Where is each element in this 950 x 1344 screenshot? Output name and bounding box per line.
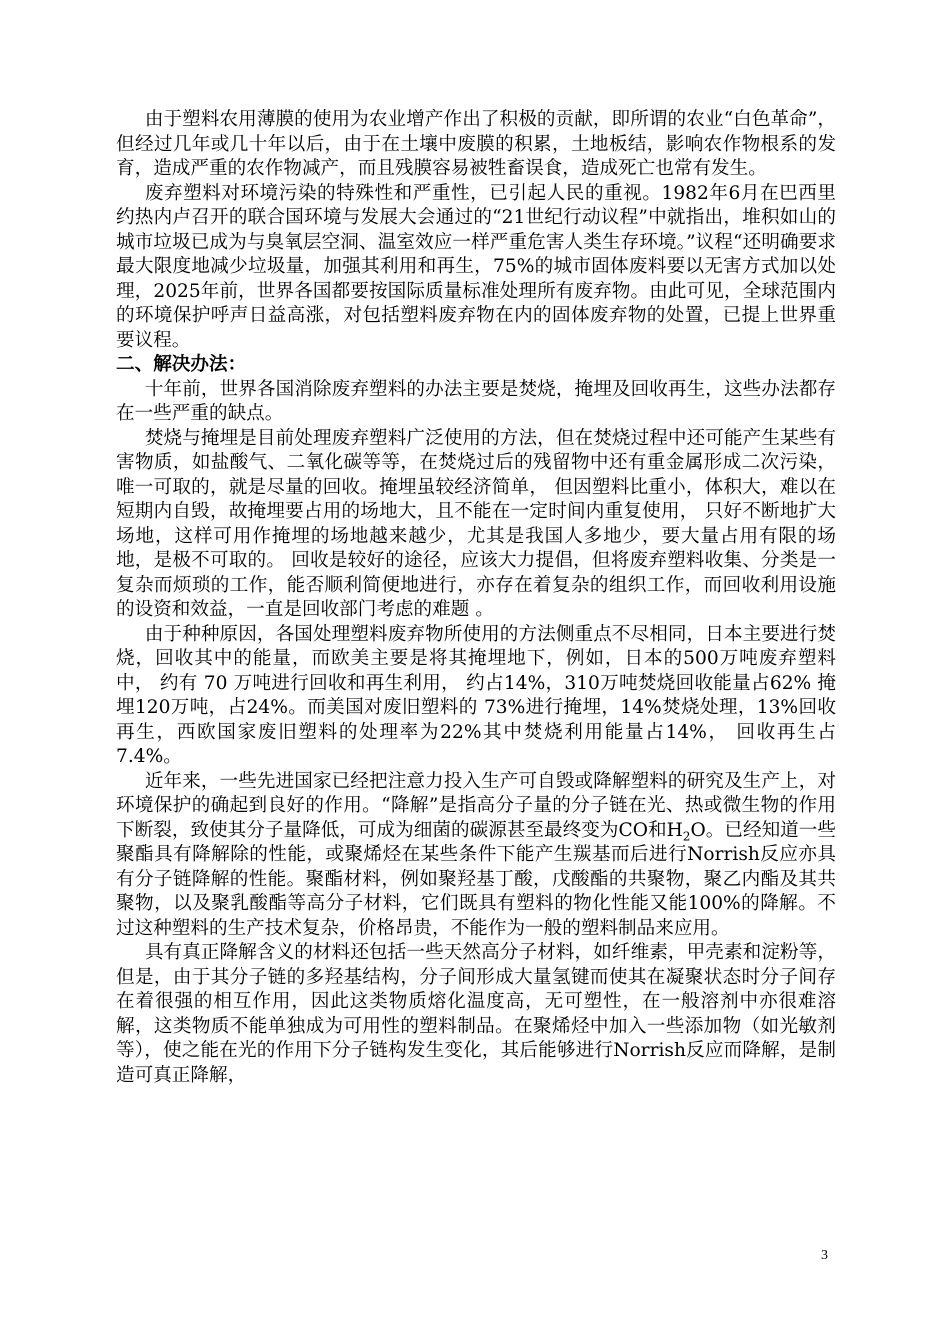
paragraph-plastic-film: 由于塑料农用薄膜的使用为农业增产作出了积极的贡献，即所谓的农业“白色革命”，但经过几年或几十年以后，由于在土壤中废膜的积累，土地板结，影响农作物根系的发育，造成严重的农作物减产，而且残膜容易被牲畜误食，造成死亡也常有发生。 xyxy=(116,109,836,179)
subscript-2: 2 xyxy=(682,829,691,844)
paragraph-incineration-landfill: 焚烧与掩埋是目前处理废弃塑料广泛使用的方法，但在焚烧过程中还可能产生某些有害物质，如盐酸气、二氧化碳等等，在焚烧过后的残留物中还有重金属形成二次污染，唯一可取的，就是尽量的回收。掩埋虽较经济简单， 但因塑料比重小，体积大，难以在短期内自毁，故掩埋要占用的场地大，且不能在一定时间内重复使用， 只好不断地扩大场地，这样可用作掩埋的场地越来越少，尤其是我国人多地少，要大量占用有限的场地，是极不可取的。 回收是较好的途径，应该大力提倡，但将废弃塑料收集、分类是一复杂而烦琐的工作，能否顺利简便地进行，亦存在着复杂的组织工作，而回收利用设施的设资和效益，一直是回收部门考虑的难题 。 xyxy=(116,427,836,620)
section-heading-solutions: 二、解决办法： xyxy=(116,354,247,375)
paragraph-environmental-pollution: 废弃塑料对环境污染的特殊性和严重性，已引起人民的重视。1982年6月在巴西里约热内卢召开的联合国环境与发展大会通过的“21世纪行动议程”中就指出，堆积如山的城市垃圾已成为与臭氧层空洞、温室效应一样严重危害人类生存环境。”议程“还明确要求最大限度地减少垃圾量，加强其利用和再生，75%的城市固体废料要以无害方式加以处理，2025年前，世界各国都要按国际质量标准处理所有废弃物。由此可见，全球范围内的环境保护呼声日益高涨，对包括塑料废弃物在内的固体废弃物的处置，已提上世界重要议程。 xyxy=(116,182,836,351)
degradation-text-part2: O。已经知道一些聚酯具有降解除的性能，或聚烯烃在某些条件下能产生羰基而后进行Norrish反应亦具有分子链降解的性能。聚酯材料，例如聚羟基丁酸，戊酸酯的共聚物，聚乙内酯及其共聚物，以及聚乳酸酯等高分子材料，它们既具有塑料的物化性能又能100%的降解。不过这种塑料的生产技术复杂，价格昂贵，不能作为一般的塑料制品来应用。 xyxy=(116,819,837,939)
page-number: 3 xyxy=(821,1248,828,1263)
paragraph-degradation xyxy=(116,770,836,942)
degradation-text-part1: 近年来，一些先进国家已经把注意力投入生产可自毁或降解塑料的研究及生产上，对环境保护的确起到良好的作用。“降解”是指高分子量的分子链在光、热或微生物的作用下断裂，致使其分子量降低，可成为细菌的碳源甚至最终变为CO和H xyxy=(116,770,836,841)
paragraph-natural-polymers: 具有真正降解含义的材料还包括一些天然高分子材料，如纤维素，甲壳素和淀粉等，但是，由于其分子链的多羟基结构，分子间形成大量氢键而使其在凝聚状态时分子间存在着很强的相互作用，因此这类物质熔化温度高，无可塑性，在一般溶剂中亦很难溶解，这类物质不能单独成为可用性的塑料制品。在聚烯烃中加入一些添加物（如光敏剂等），使之能在光的作用下分子链构发生变化，其后能够进行Norrish反应而降解，是制造可真正降解， xyxy=(116,942,836,1086)
paragraph-ten-years-ago: 十年前，世界各国消除废弃塑料的办法主要是焚烧，掩埋及回收再生，这些办法都存在一些严重的缺点。 xyxy=(116,378,836,424)
paragraph-country-methods: 由于种种原因，各国处理塑料废弃物所使用的方法侧重点不尽相同，日本主要进行焚烧，回收其中的能量，而欧美主要是将其掩埋地下，例如，日本的500万吨废弃塑料中， 约有 70 万吨进行回收和再生利用， 约占14%，310万吨焚烧回收能量占62% 掩埋120万吨，占24%。而美国对废旧塑料的 73%进行掩埋，14%焚烧处理，13%回收再生，西欧国家废旧塑料的处理率为22%其中焚烧利用能量占14%， 回收再生占7.4%。 xyxy=(116,623,836,767)
body-text xyxy=(116,108,836,1088)
